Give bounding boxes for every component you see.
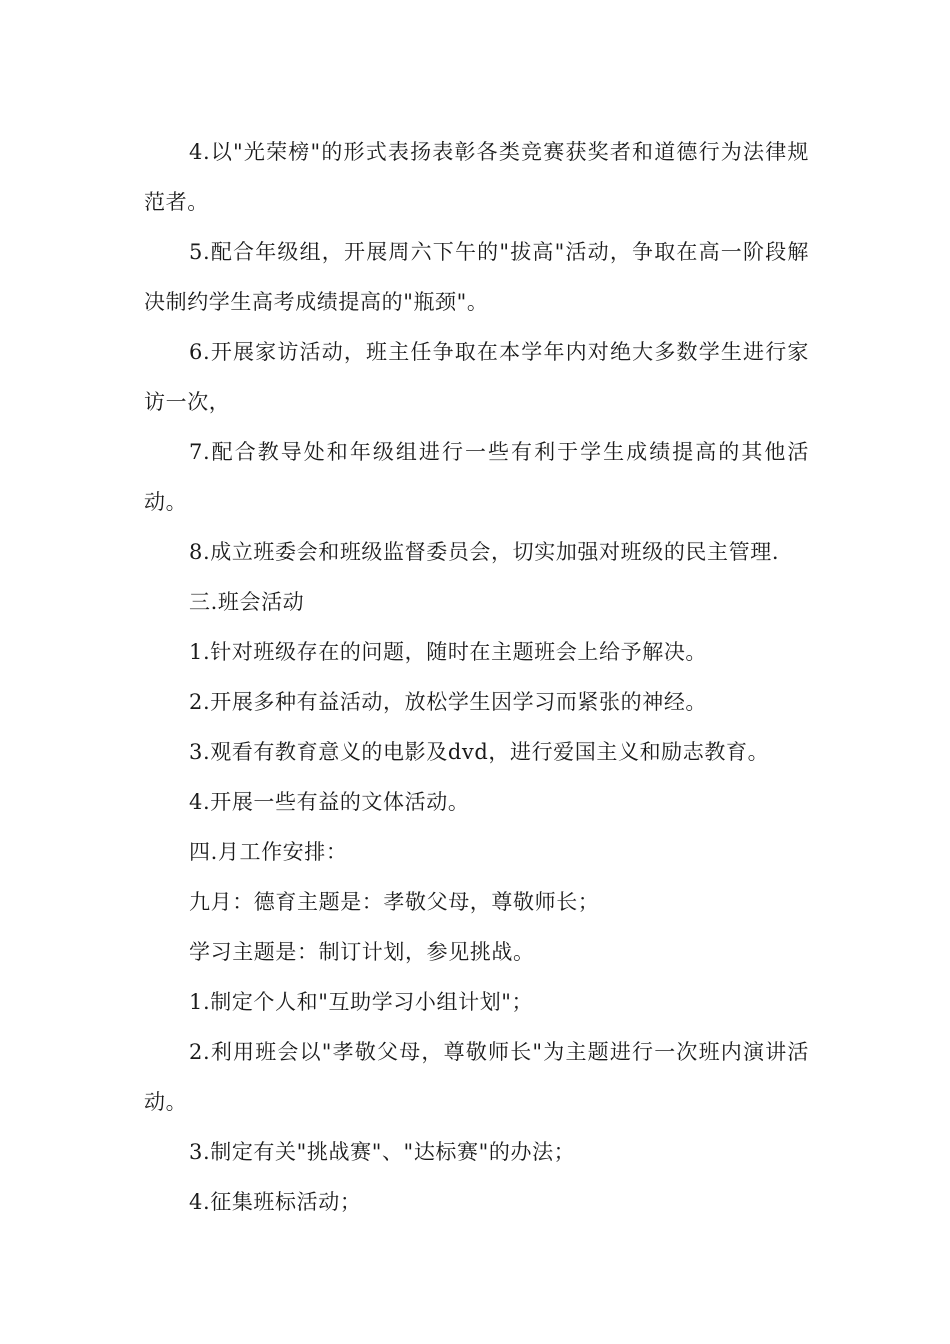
paragraph-september-moral-theme: 九月：德育主题是：孝敬父母，尊敬师长； [189,890,600,914]
paragraph-item-7-other-activities: 7.配合教导处和年级组进行一些有利于学生成绩提高的其他活动。 [144,440,809,514]
paragraph-item-8-class-committee: 8.成立班委会和班级监督委员会，切实加强对班级的民主管理. [189,540,780,564]
paragraph-september-item-3: 3.制定有关"挑战赛"、"达标赛"的办法； [189,1140,576,1164]
paragraph-september-item-4: 4.征集班标活动； [189,1190,362,1214]
paragraph-meeting-item-1: 1.针对班级存在的问题，随时在主题班会上给予解决。 [189,640,708,664]
section-heading-monthly-plan: 四.月工作安排： [189,840,348,864]
section-heading-class-meetings: 三.班会活动 [189,590,305,614]
paragraph-item-5-saturday-activity: 5.配合年级组，开展周六下午的"拔高"活动，争取在高一阶段解决制约学生高考成绩提高的"瓶颈"。 [144,240,809,314]
paragraph-meeting-item-4: 4.开展一些有益的文体活动。 [189,790,470,814]
document-body [144,127,809,1227]
paragraph-september-item-2: 2.利用班会以"孝敬父母，尊敬师长"为主题进行一次班内演讲活动。 [144,1040,809,1114]
paragraph-september-item-1: 1.制定个人和"互助学习小组计划"； [189,990,534,1014]
paragraph-item-6-home-visits: 6.开展家访活动，班主任争取在本学年内对绝大多数学生进行家访一次， [144,340,809,414]
paragraph-meeting-item-2: 2.开展多种有益活动，放松学生因学习而紧张的神经。 [189,690,708,714]
paragraph-september-study-theme: 学习主题是：制订计划，参见挑战。 [189,940,535,964]
paragraph-item-4-honor-roll: 4.以"光荣榜"的形式表扬表彰各类竞赛获奖者和道德行为法律规范者。 [144,140,809,214]
paragraph-meeting-item-3: 3.观看有教育意义的电影及dvd，进行爱国主义和励志教育。 [189,740,770,764]
